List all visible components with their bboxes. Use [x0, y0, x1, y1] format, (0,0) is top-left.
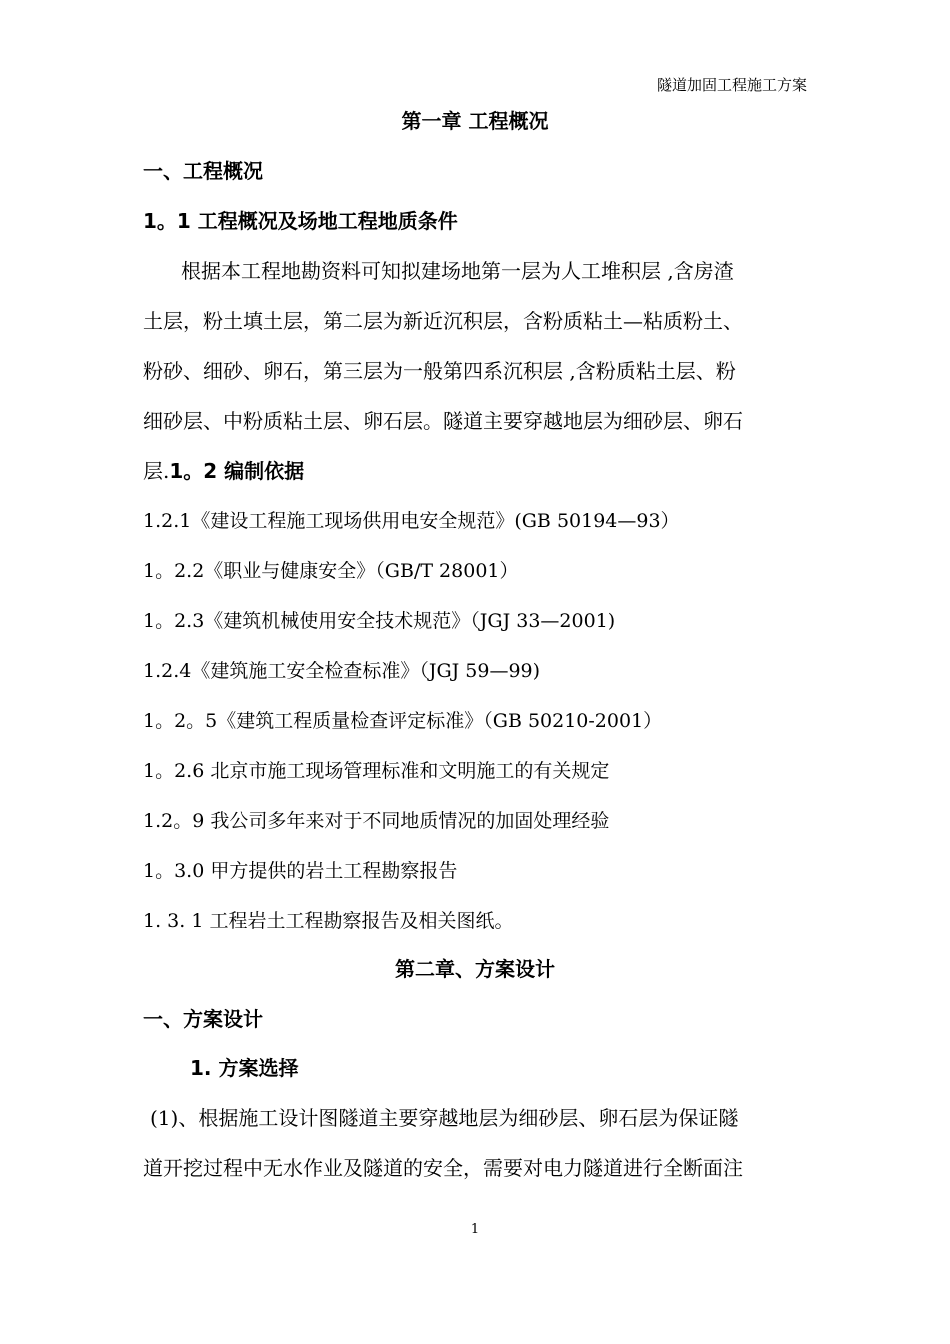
- reference-item: 1。2.6 北京市施工现场管理标准和文明施工的有关规定: [143, 760, 610, 782]
- subsection-plan-selection: 1. 方案选择: [190, 1056, 299, 1080]
- subsection-1-1-heading: 1。1 工程概况及场地工程地质条件: [143, 209, 458, 233]
- reference-item: 1.2.1《建设工程施工现场供用电安全规范》(GB 50194—93）: [143, 510, 680, 532]
- reference-item: 1。2.3《建筑机械使用安全技术规范》（JGJ 33—2001): [143, 610, 616, 632]
- subsection-1-2-heading: 1。2 编制依据: [169, 459, 305, 483]
- section-heading-overview: 一、工程概况: [143, 159, 263, 183]
- reference-item: 1.2.4《建筑施工安全检查标准》（JGJ 59—99): [143, 660, 541, 682]
- para-line: 根据本工程地勘资料可知拟建场地第一层为人工堆积层 ,含房渣: [181, 259, 734, 283]
- chapter-2-title: 第二章、方案设计: [395, 957, 555, 981]
- para-tail-text: 层.: [143, 459, 170, 483]
- para-line: 道开挖过程中无水作业及隧道的安全，需要对电力隧道进行全断面注: [143, 1156, 743, 1180]
- para-last-line: [143, 458, 808, 484]
- reference-item: 1。2.2《职业与健康安全》（GB/T 28001）: [143, 560, 519, 582]
- running-header: 隧道加固工程施工方案: [656, 76, 807, 94]
- chapter-1-title: 第一章 工程概况: [401, 109, 549, 133]
- para-line: (1)、根据施工设计图隧道主要穿越地层为细砂层、卵石层为保证隧: [150, 1106, 739, 1130]
- section-heading-design: 一、方案设计: [143, 1007, 263, 1031]
- reference-item: 1。2。5《建筑工程质量检查评定标准》（GB 50210-2001）: [143, 710, 663, 732]
- reference-item: 1.2。9 我公司多年来对于不同地质情况的加固处理经验: [143, 810, 610, 832]
- para-line: 土层，粉土填土层，第二层为新近沉积层，含粉质粘土—粘质粉土、: [143, 309, 743, 333]
- reference-item: 1。3.0 甲方提供的岩土工程勘察报告: [143, 860, 458, 882]
- page-number: 1: [470, 1222, 480, 1237]
- para-line: 粉砂、细砂、卵石，第三层为一般第四系沉积层 ,含粉质粘土层、粉: [143, 359, 736, 383]
- reference-item: 1. 3. 1 工程岩土工程勘察报告及相关图纸。: [143, 910, 514, 932]
- para-line: 细砂层、中粉质粘土层、卵石层。隧道主要穿越地层为细砂层、卵石: [143, 409, 743, 433]
